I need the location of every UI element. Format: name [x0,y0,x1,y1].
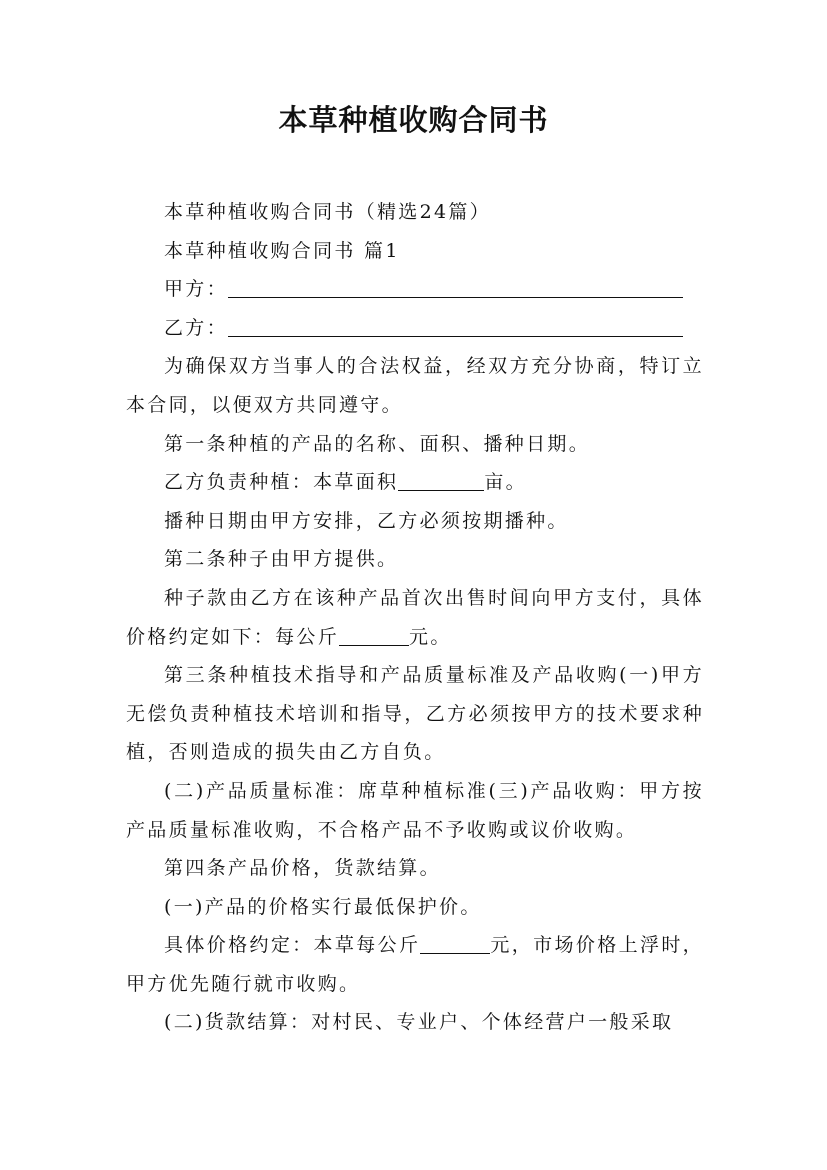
paragraph-article-1: 第一条种植的产品的名称、面积、播种日期。 [164,432,591,455]
paragraph-price-agreement [126,926,704,1003]
document-body [126,193,704,1042]
party-a-line [126,270,704,309]
party-b-blank [228,317,683,337]
paragraph-article-4: 第四条产品价格，货款结算。 [164,857,441,880]
seed-payment-text: 种子款由乙方在该种产品首次出售时间向甲方支付，具体价格约定如下：每公斤 [126,586,704,648]
planting-area-text: 乙方负责种植：本草面积 [164,471,399,494]
price-agreement-text: 具体价格约定：本草每公斤 [164,934,421,957]
paragraph-planting-area [126,463,704,502]
paragraph-minimum-price: (一)产品的价格实行最低保护价。 [164,895,482,918]
paragraph-article-3: 第三条种植技术指导和产品质量标准及产品收购(一)甲方无偿负责种植技术培训和指导，乙方必须按甲方的技术要求种植，否则造成的损失由乙方自负。 [126,664,704,764]
seed-price-blank [339,626,409,646]
seed-payment-unit: 元。 [409,625,452,648]
party-a-label: 甲方： [164,278,228,301]
paragraph-quality-standard: (二)产品质量标准：席草种植标准(三)产品收购：甲方按产品质量标准收购，不合格产品不予收购或议价收购。 [126,779,704,841]
paragraph-payment-settlement: (二)货款结算：对村民、专业户、个体经营户一般采取 [164,1011,674,1034]
paragraph-sowing-date: 播种日期由甲方安排，乙方必须按期播种。 [164,509,569,532]
paragraph-section-heading: 本草种植收购合同书 篇1 [164,239,400,262]
party-a-blank [228,278,683,298]
paragraph-subtitle: 本草种植收购合同书（精选24篇） [164,201,491,223]
party-b-line [126,309,704,348]
product-price-blank [420,934,490,954]
party-b-label: 乙方： [164,316,228,339]
price-agreement-rest: 元，市场价格上浮时，甲方优先随行就市收购。 [126,934,704,995]
paragraph-article-2: 第二条种子由甲方提供。 [164,548,399,571]
paragraph-seed-payment [126,579,704,656]
paragraph-preamble: 为确保双方当事人的合法权益，经双方充分协商，特订立本合同，以便双方共同遵守。 [126,355,704,416]
planting-area-blank [398,471,484,491]
document-title: 本草种植收购合同书 [278,103,549,137]
planting-area-unit: 亩。 [484,471,527,494]
